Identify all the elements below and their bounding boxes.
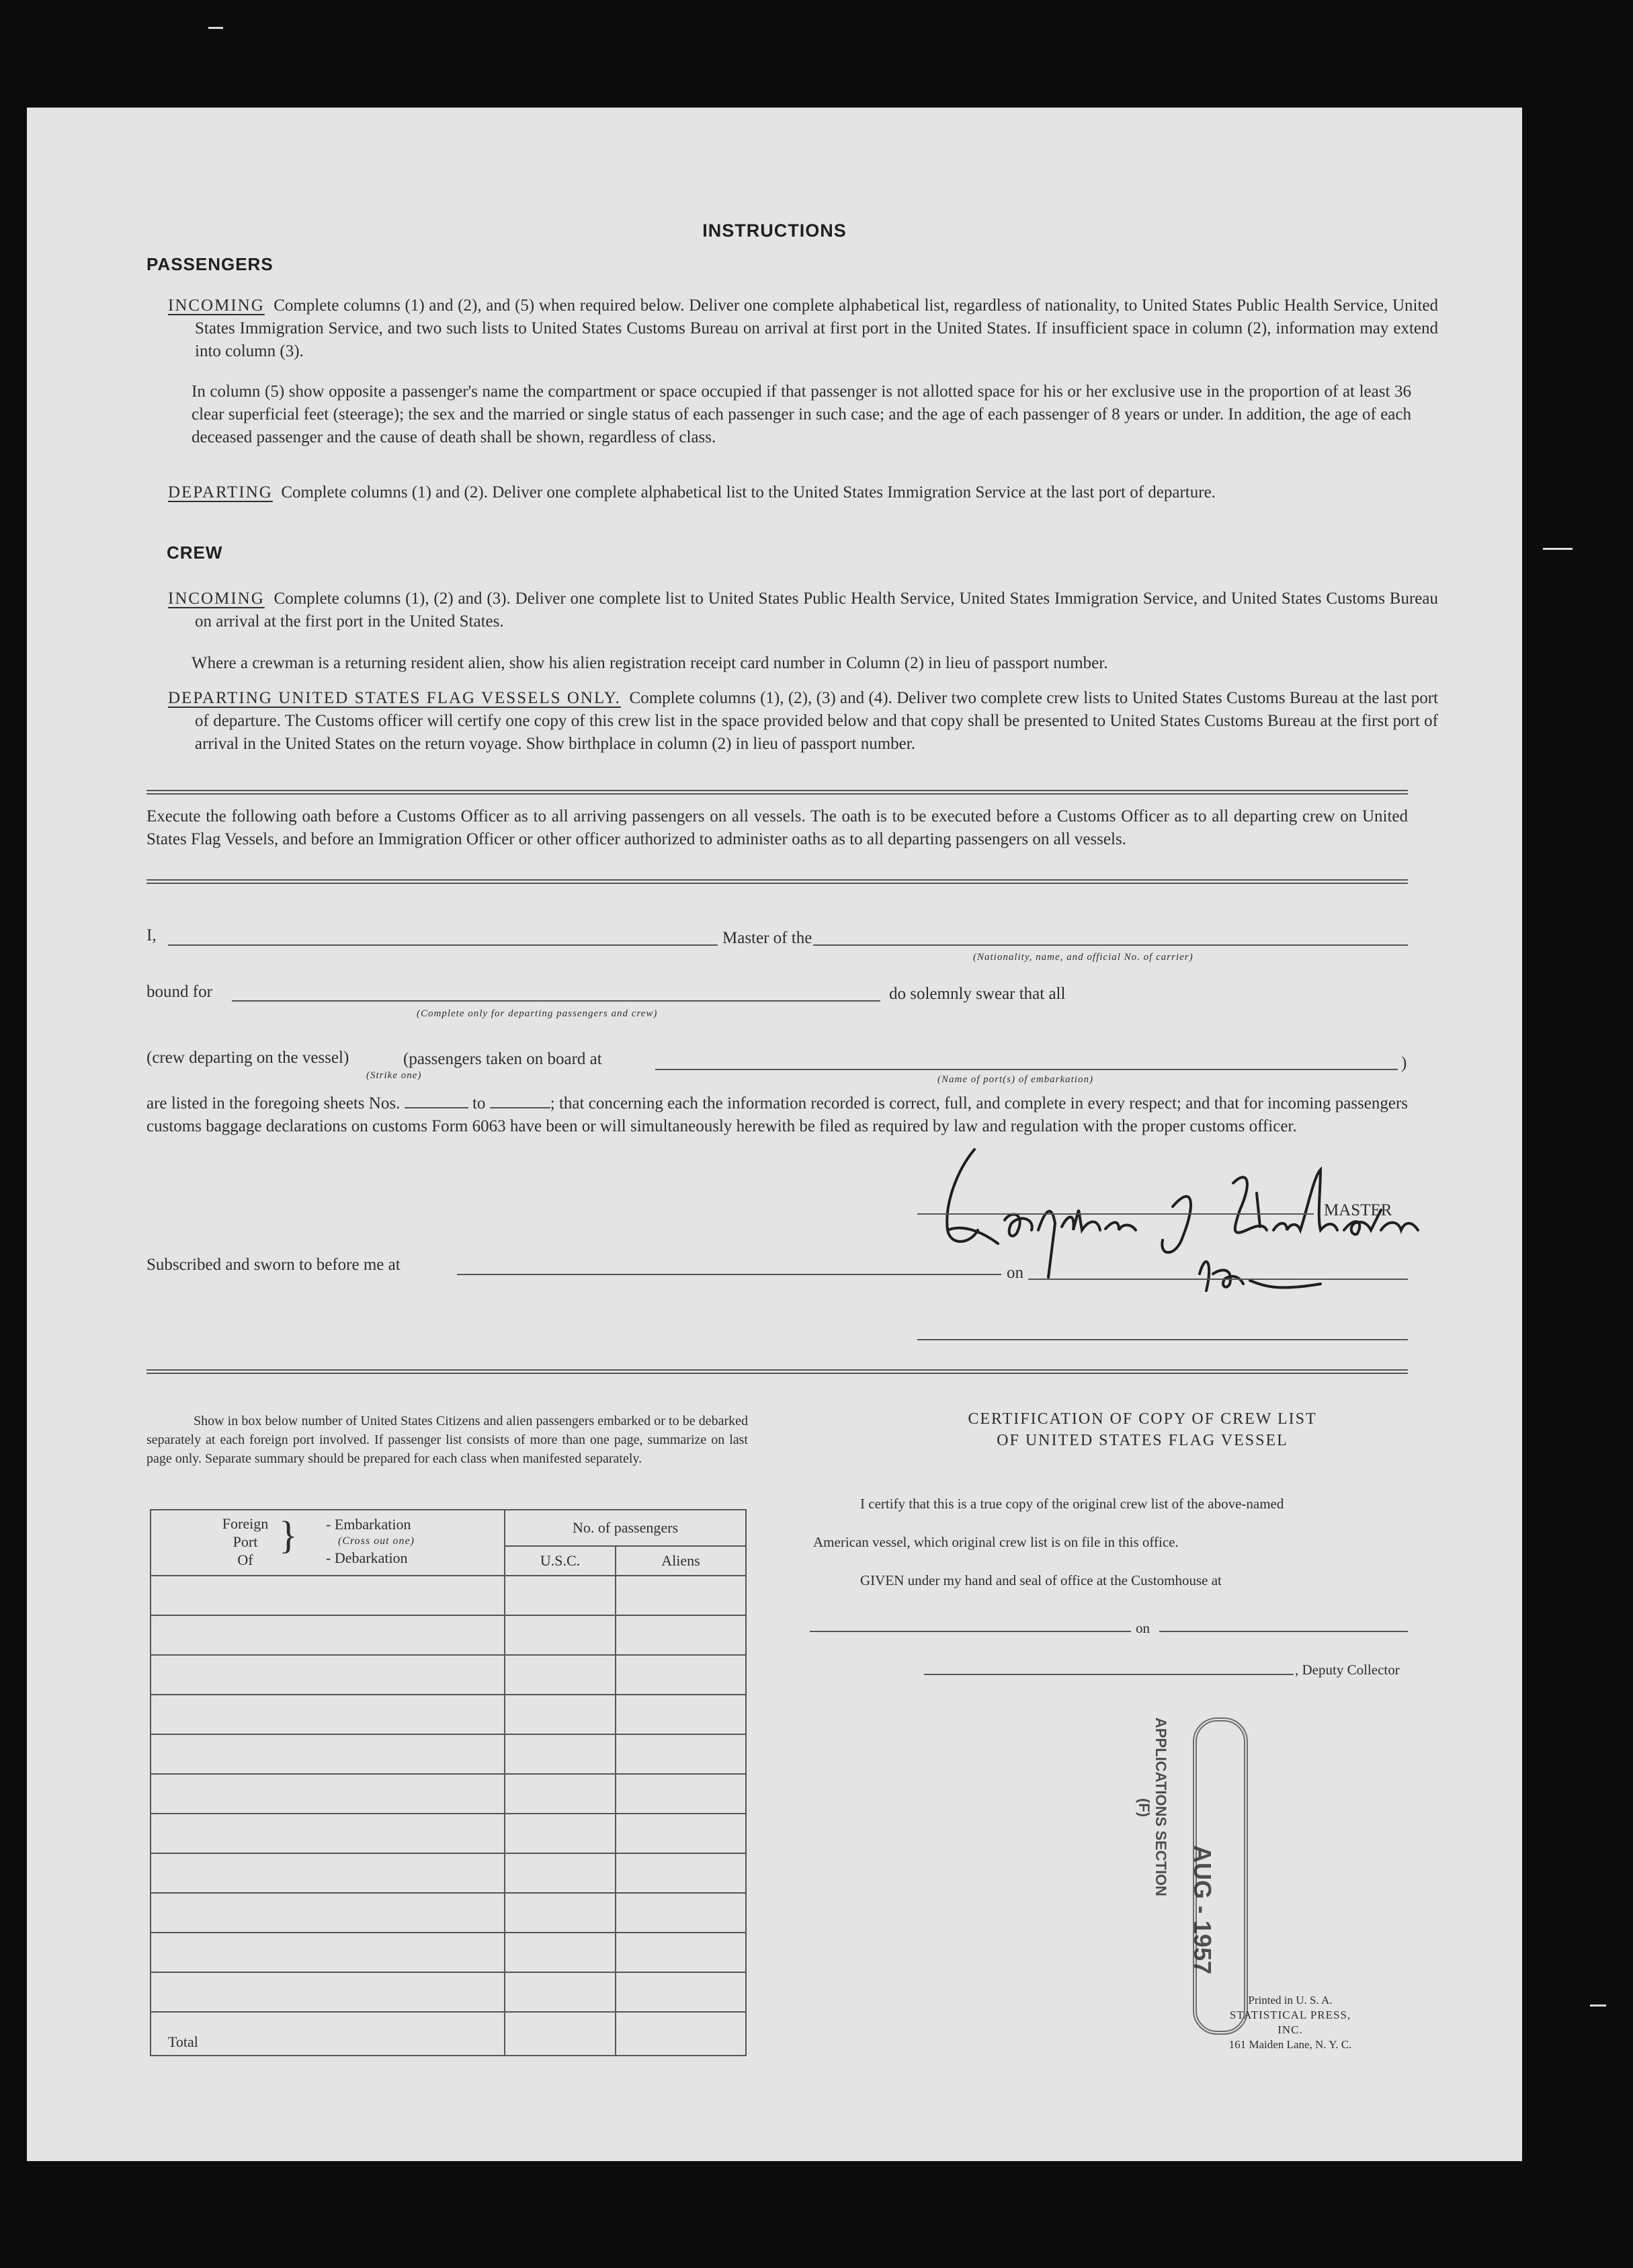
passengers-heading: PASSENGERS: [146, 254, 274, 274]
subscribed-label: Subscribed and sworn to before me at: [146, 1256, 401, 1274]
printer-imprint: [1216, 1993, 1364, 2052]
total-usc-cell[interactable]: [505, 2012, 616, 2056]
subscribed-on-label: on: [1007, 1264, 1023, 1282]
foreign-label: Foreign: [222, 1515, 269, 1532]
listed-prefix: are listed in the foregoing sheets Nos.: [146, 1094, 401, 1112]
printer-line-2: STATISTICAL PRESS, INC.: [1229, 2009, 1351, 2036]
close-paren: ): [1401, 1054, 1407, 1072]
embarkation-ports-line[interactable]: [655, 1069, 1398, 1070]
stamp-date: AUG - 1957: [1189, 1845, 1216, 1975]
master-signature-line[interactable]: [917, 1213, 1314, 1215]
aliens-cell[interactable]: [616, 1695, 746, 1734]
port-cell[interactable]: [151, 1695, 505, 1734]
table-row: [151, 1893, 746, 1933]
brace-icon: }: [279, 1513, 298, 1557]
crew-resident-paragraph: Where a crewman is a returning resident alien, show his alien registration receipt card number in Column (2) in lieu of passport number.: [192, 654, 1108, 672]
deputy-collector-line[interactable]: [924, 1674, 1294, 1675]
aliens-cell[interactable]: [616, 1655, 746, 1695]
master-name-line[interactable]: [168, 944, 718, 946]
subscribed-place-line[interactable]: [457, 1274, 1001, 1275]
carrier-line[interactable]: [813, 944, 1408, 946]
certify-line-1: I certify that this is a true copy of the original crew list of the above-named: [860, 1496, 1284, 1512]
divider-double: [146, 790, 1408, 795]
scan-artifact-right-2: [1590, 2004, 1606, 2007]
sheet-from-blank[interactable]: [405, 1107, 468, 1108]
cross-out-hint: (Cross out one): [338, 1535, 415, 1547]
passengers-incoming-text: Complete columns (1) and (2), and (5) when required below. Deliver one complete alphabetical list, regardless of nationality, to United States Public Health Service, United States Immigration Service, and two such lists to United States Customs Bureau on arrival at first port in the United States. If insufficient space in column (2), information may extend into column (3).: [195, 296, 1438, 360]
crew-departing-option[interactable]: (crew departing on the vessel): [146, 1049, 349, 1067]
divider-double: [146, 879, 1408, 884]
usc-cell[interactable]: [505, 1933, 616, 1972]
embarkation-option[interactable]: - Embarkation: [326, 1516, 411, 1533]
table-row: [151, 1576, 746, 1615]
aliens-cell[interactable]: [616, 1734, 746, 1774]
complete-only-hint: (Complete only for departing passengers and crew): [417, 1008, 658, 1019]
table-row: [151, 1814, 746, 1853]
passengers-departing-paragraph: [168, 481, 1438, 504]
aliens-cell[interactable]: [616, 1576, 746, 1615]
crew-incoming-label: INCOMING: [168, 590, 265, 608]
subscribed-date-line[interactable]: [1028, 1279, 1408, 1280]
scan-artifact-right: [1543, 548, 1573, 550]
port-cell[interactable]: [151, 1814, 505, 1853]
port-cell[interactable]: [151, 1893, 505, 1933]
crew-departing-paragraph: [168, 687, 1438, 756]
solemnly-swear-label: do solemnly swear that all: [889, 985, 1066, 1003]
certify-line-2: American vessel, which original crew list is on file in this office.: [813, 1534, 1179, 1550]
crew-incoming-paragraph: [168, 588, 1438, 633]
master-label: MASTER: [1324, 1201, 1392, 1219]
crew-incoming-text: Complete columns (1), (2) and (3). Deliver one complete list to United States Public Health Service, United States Immigration Service, and United States Customs Bureau on arrival at the first port in the United States.: [195, 590, 1438, 631]
scan-artifact-top: [208, 27, 223, 29]
port-label: Port: [233, 1533, 258, 1550]
usc-cell[interactable]: [505, 1655, 616, 1695]
usc-cell[interactable]: [505, 1576, 616, 1615]
no-of-passengers-header: No. of passengers: [505, 1510, 746, 1546]
listed-text: ; that concerning each the information recorded is correct, full, and complete in every respect; and that for incoming passengers customs baggage declarations on customs Form 6063 have been or will simultaneously herewith be filed as required by law and regulation with the proper customs officer.: [146, 1094, 1408, 1135]
passengers-incoming-label: INCOMING: [168, 296, 265, 315]
of-label: Of: [237, 1551, 253, 1568]
usc-header: U.S.C.: [505, 1546, 616, 1576]
table-row: [151, 1734, 746, 1774]
nationality-hint: (Nationality, name, and official No. of carrier): [973, 952, 1194, 963]
aliens-cell[interactable]: [616, 1814, 746, 1853]
printer-line-3: 161 Maiden Lane, N. Y. C.: [1228, 2038, 1352, 2051]
usc-cell[interactable]: [505, 1814, 616, 1853]
port-cell[interactable]: [151, 1774, 505, 1814]
certification-on-label: on: [1136, 1620, 1150, 1636]
usc-cell[interactable]: [505, 1893, 616, 1933]
oath-i-label: I,: [146, 926, 157, 944]
port-cell[interactable]: [151, 1933, 505, 1972]
usc-cell[interactable]: [505, 1774, 616, 1814]
foreign-port-header-cell: [151, 1510, 505, 1576]
officer-signature-line[interactable]: [917, 1339, 1408, 1340]
usc-cell[interactable]: [505, 1695, 616, 1734]
certification-date-line[interactable]: [1159, 1631, 1408, 1632]
received-stamp: [1119, 1717, 1253, 2033]
summary-instructions: Show in box below number of United States Citizens and alien passengers embarked or to be debarked separately at each foreign port involved. If passenger list consists of more than one page, summarize on last page only. Separate summary should be prepared for each class when manifested separately.: [146, 1414, 748, 1466]
table-row: [151, 1774, 746, 1814]
usc-cell[interactable]: [505, 1853, 616, 1893]
port-cell[interactable]: [151, 1853, 505, 1893]
debarkation-option[interactable]: - Debarkation: [326, 1549, 408, 1566]
column5-paragraph: In column (5) show opposite a passenger's name the compartment or space occupied if that passenger is not allotted space for his or her exclusive use in the proportion of at least 36 clear superficial feet (steerage); the sex and the married or single status of each passenger in such case; and the age of each passenger of 8 years or under. In addition, the age of each deceased passenger and the cause of death shall be shown, regardless of class.: [192, 382, 1411, 446]
usc-cell[interactable]: [505, 1972, 616, 2012]
printer-line-1: Printed in U. S. A.: [1248, 1994, 1333, 2007]
table-row: [151, 1615, 746, 1655]
aliens-cell[interactable]: [616, 1774, 746, 1814]
crew-departing-label: DEPARTING UNITED STATES FLAG VESSELS ONLY.: [168, 689, 621, 707]
total-aliens-cell[interactable]: [616, 2012, 746, 2056]
port-cell[interactable]: [151, 1576, 505, 1615]
strike-one-hint: (Strike one): [366, 1070, 422, 1081]
table-row: [151, 1933, 746, 1972]
aliens-cell[interactable]: [616, 1933, 746, 1972]
to-label: to: [472, 1094, 486, 1112]
port-cell[interactable]: [151, 1615, 505, 1655]
divider-double: [146, 1369, 1408, 1374]
table-row: [151, 1972, 746, 2012]
passengers-incoming-paragraph: [168, 294, 1438, 363]
page-title: INSTRUCTIONS: [702, 220, 847, 241]
total-row: [151, 2012, 746, 2056]
bound-for-label: bound for: [146, 983, 212, 1001]
sheet-to-blank[interactable]: [490, 1107, 550, 1108]
table-row: [151, 1853, 746, 1893]
certification-title-1: CERTIFICATION OF COPY OF CREW LIST: [968, 1410, 1317, 1428]
stamp-section: APPLICATIONS SECTION: [1153, 1717, 1169, 1897]
port-cell[interactable]: [151, 1734, 505, 1774]
aliens-cell[interactable]: [616, 1893, 746, 1933]
aliens-header: Aliens: [616, 1546, 746, 1576]
certification-title-2: OF UNITED STATES FLAG VESSEL: [997, 1432, 1288, 1449]
given-line: GIVEN under my hand and seal of office at the Customhouse at: [860, 1572, 1222, 1588]
passenger-summary-table: [150, 1509, 747, 2056]
master-of-the-label: Master of the: [722, 929, 812, 947]
aliens-cell[interactable]: [616, 1972, 746, 2012]
oath-intro: Execute the following oath before a Customs Officer as to all arriving passengers on all vessels. The oath is to be executed before a Customs Officer as to all departing crew on United States Flag Vessels, and before an Immigration Officer or other officer authorized to administer oaths as to all departing passengers on all vessels.: [146, 807, 1408, 848]
port-cell[interactable]: [151, 1972, 505, 2012]
stamp-code: (F): [1136, 1798, 1153, 1818]
passengers-taken-option[interactable]: (passengers taken on board at: [403, 1050, 602, 1068]
bound-for-line[interactable]: [232, 1000, 880, 1002]
passengers-departing-text: Complete columns (1) and (2). Deliver one complete alphabetical list to the United States Immigration Service at the last port of departure.: [281, 483, 1216, 501]
usc-cell[interactable]: [505, 1734, 616, 1774]
table-row: [151, 1655, 746, 1695]
aliens-cell[interactable]: [616, 1853, 746, 1893]
document-page: [27, 108, 1522, 2161]
deputy-collector-label: , Deputy Collector: [1295, 1662, 1400, 1678]
port-cell[interactable]: [151, 1655, 505, 1695]
total-label: Total: [151, 2012, 505, 2056]
passengers-departing-label: DEPARTING: [168, 483, 273, 501]
table-row: [151, 1695, 746, 1734]
usc-cell[interactable]: [505, 1615, 616, 1655]
customhouse-line[interactable]: [810, 1631, 1131, 1632]
crew-departing-text: Complete columns (1), (2), (3) and (4). Deliver two complete crew lists to United States Customs Bureau at the last port of departure. The Customs officer will certify one copy of this crew list in the space provided below and that copy shall be presented to United States Customs Bureau at the first port of arrival in the United States on the return voyage. Show birthplace in column (2) in lieu of passport number.: [195, 689, 1439, 753]
ports-hint: (Name of port(s) of embarkation): [937, 1074, 1093, 1085]
aliens-cell[interactable]: [616, 1615, 746, 1655]
crew-heading: CREW: [167, 542, 223, 563]
